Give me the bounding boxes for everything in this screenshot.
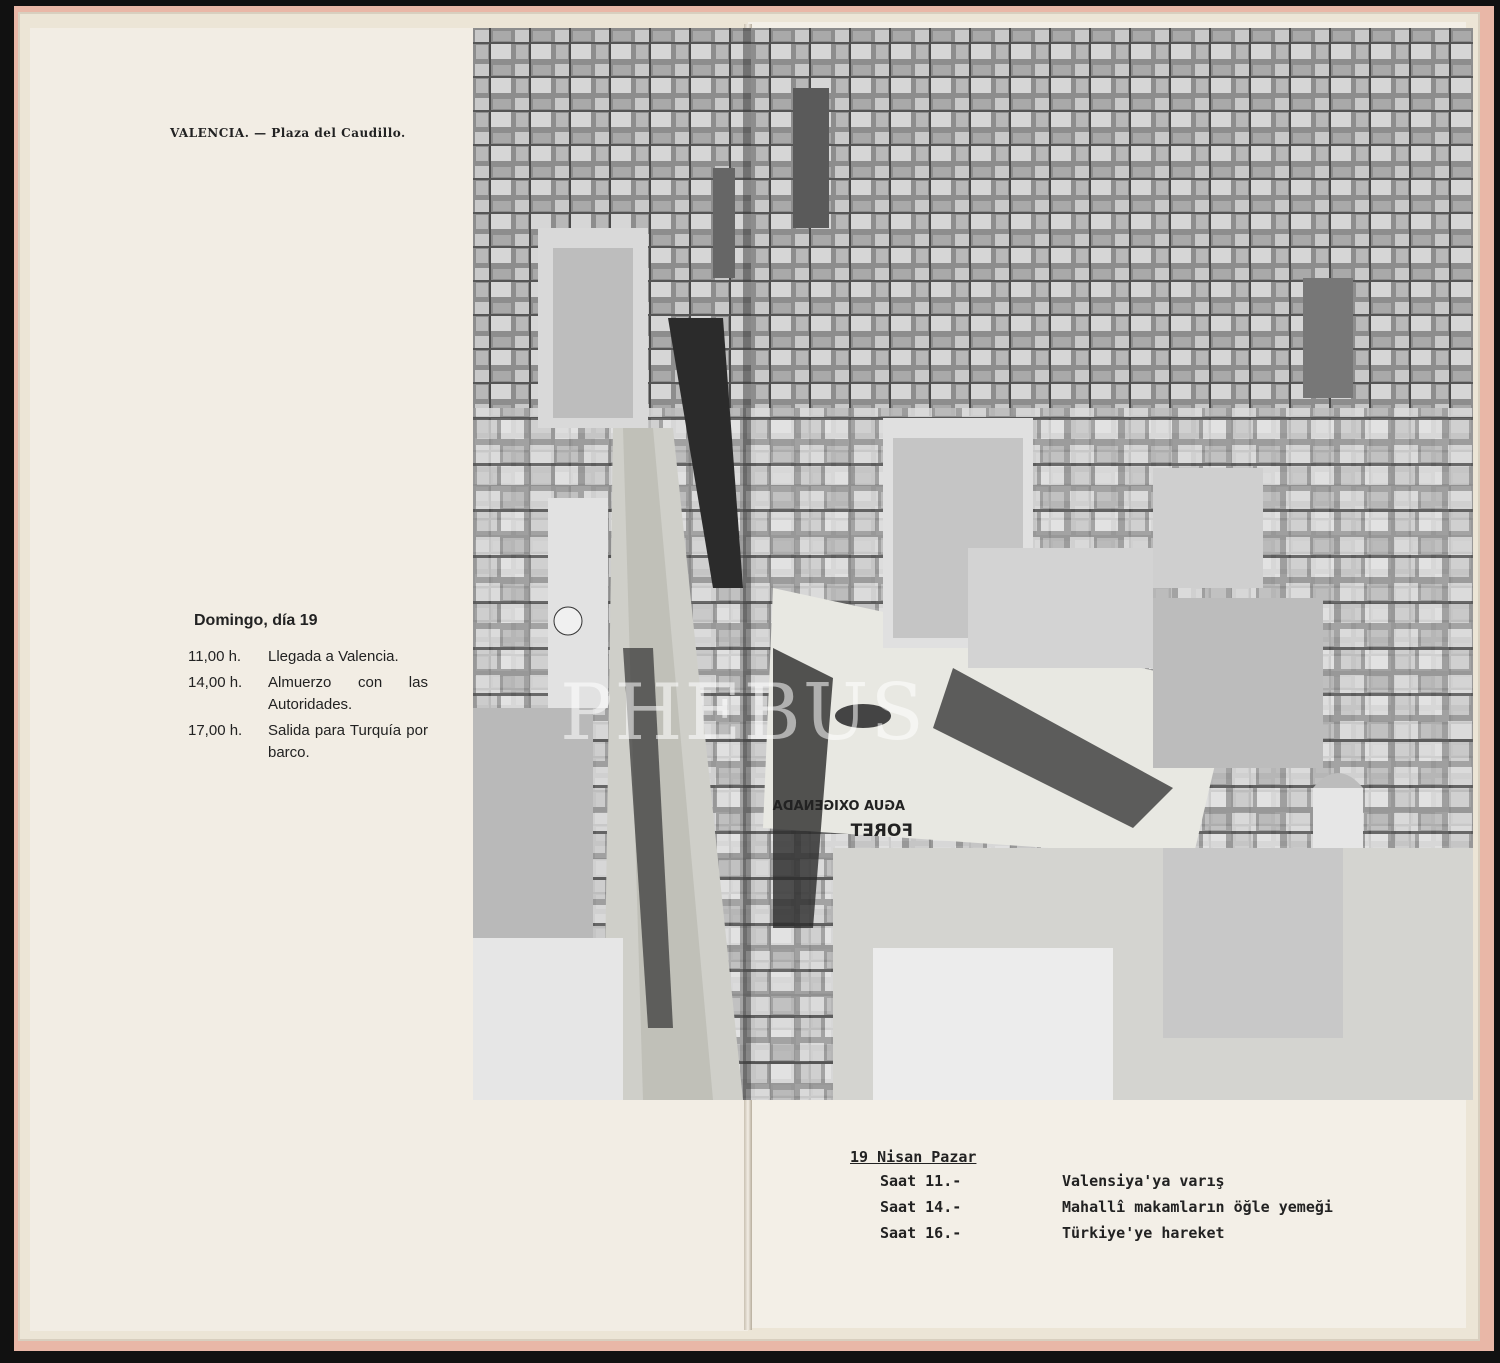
turkish-schedule-heading: 19 Nisan Pazar — [850, 1148, 977, 1166]
turkish-schedule-description: Mahallî makamların öğle yemeği — [1062, 1198, 1333, 1216]
schedule-description: Salida para Turquía por barco. — [268, 722, 428, 761]
schedule-description: Almuerzo con las Autoridades. — [268, 674, 428, 713]
schedule-time: 14,00 h. — [188, 674, 243, 691]
turkish-schedule-row — [850, 1198, 1333, 1224]
turkish-schedule-description: Türkiye'ye hareket — [1062, 1224, 1225, 1242]
turkish-schedule-time: Saat 14.- — [880, 1198, 962, 1216]
turkish-schedule-time: Saat 16.- — [880, 1224, 962, 1242]
spanish-schedule — [188, 612, 428, 768]
photo-caption: VALENCIA. — Plaza del Caudillo. — [170, 126, 406, 140]
schedule-description: Llegada a Valencia. — [268, 648, 399, 665]
turkish-schedule-row — [850, 1172, 1333, 1198]
watermark: PHEBUS — [560, 668, 926, 758]
schedule-row — [188, 720, 428, 764]
turkish-schedule-row — [850, 1224, 1333, 1250]
sign-agua-oxigenada: AGUA OXIGENADA — [772, 799, 905, 814]
turkish-schedule-description: Valensiya'ya varış — [1062, 1172, 1225, 1190]
turkish-schedule-time: Saat 11.- — [880, 1172, 962, 1190]
schedule-time: 11,00 h. — [188, 648, 242, 665]
aerial-photo-valencia — [473, 28, 1473, 1100]
schedule-time: 17,00 h. — [188, 722, 243, 739]
schedule-row — [188, 646, 428, 668]
schedule-heading: Domingo, día 19 — [194, 612, 318, 629]
turkish-schedule — [850, 1148, 1333, 1250]
sign-foret: FORET — [850, 821, 913, 841]
schedule-row — [188, 672, 428, 716]
